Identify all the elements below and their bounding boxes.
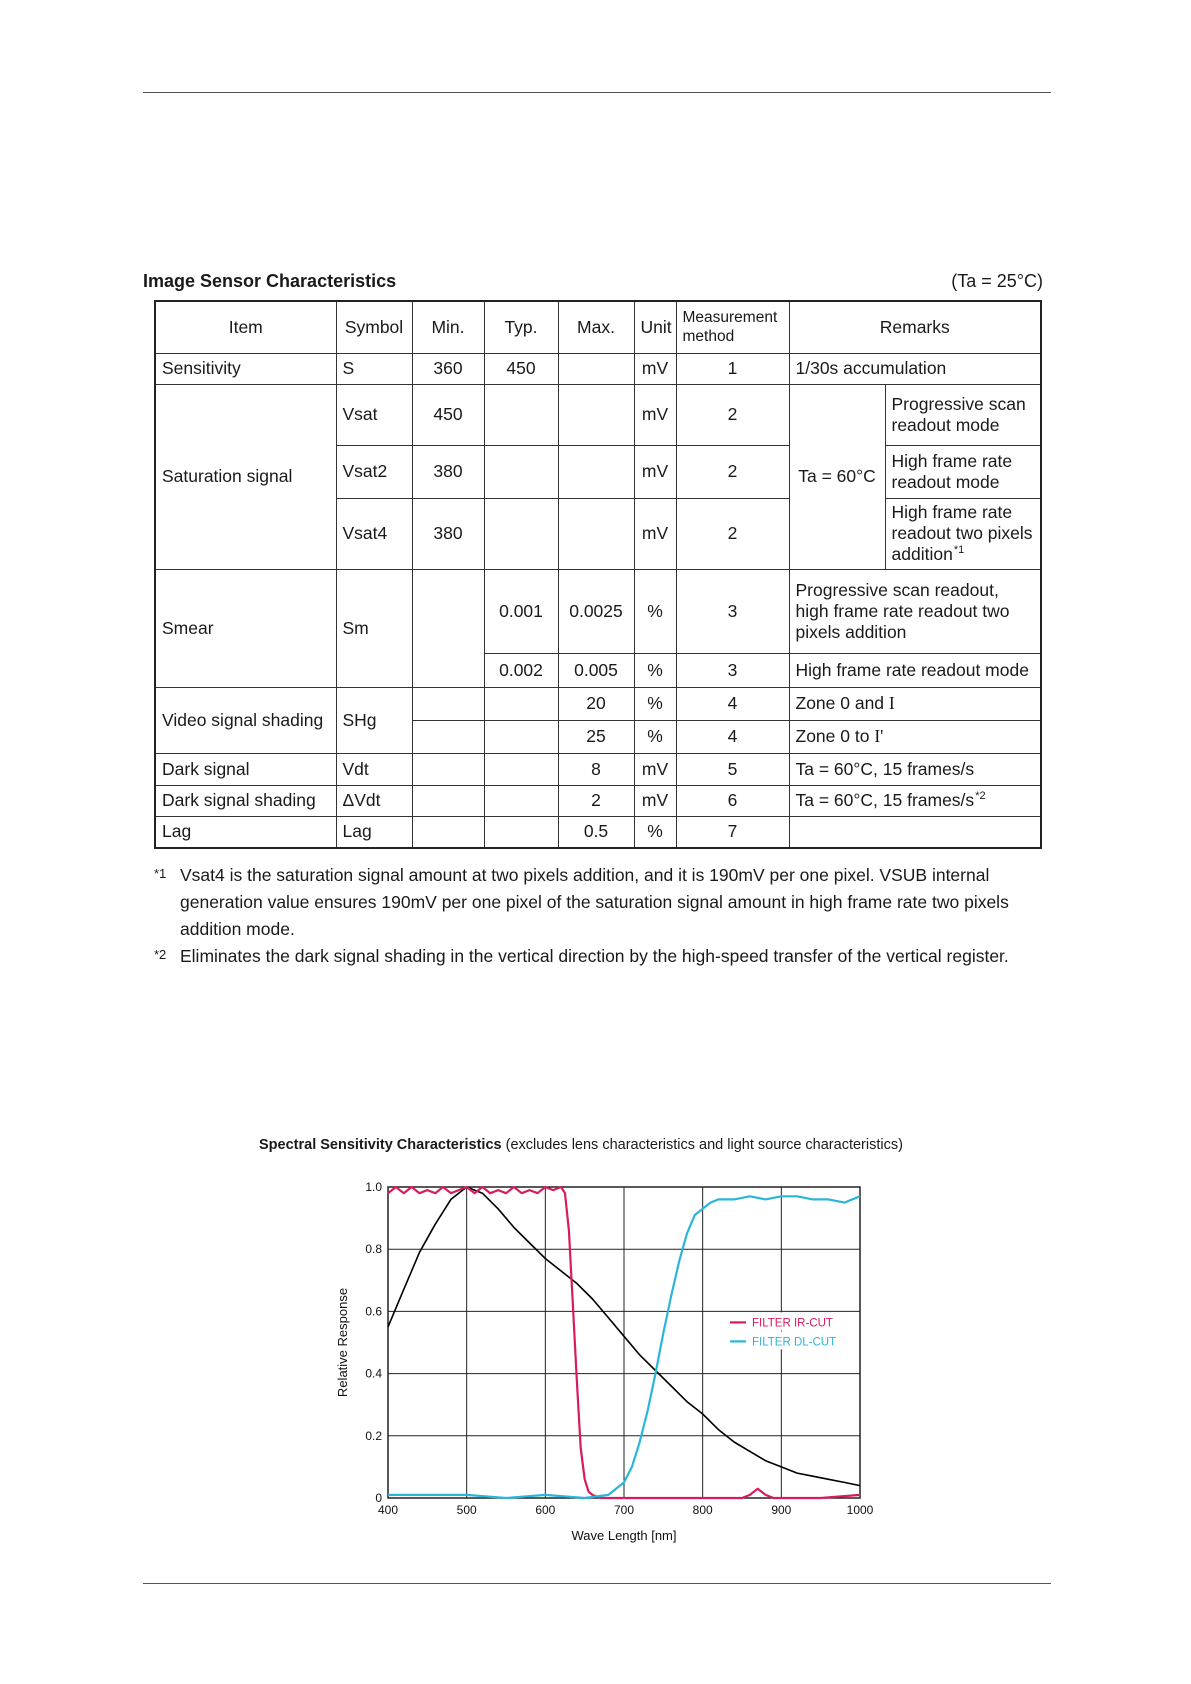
zone-label: I' <box>874 726 884 746</box>
x-tick-label: 400 <box>377 1503 399 1517</box>
cell-typ: 0.001 <box>484 569 558 653</box>
x-axis-label: Wave Length [nm] <box>571 1528 677 1543</box>
table-row <box>155 785 1041 816</box>
cell-min <box>412 720 484 753</box>
cell-method: 3 <box>676 569 789 653</box>
cell-unit: % <box>634 569 676 653</box>
cell-method: 5 <box>676 753 789 785</box>
cell-typ <box>484 384 558 445</box>
footnote-text: Eliminates the dark signal shading in the vertical direction by the high-speed transfer of the vertical register. <box>180 946 1009 966</box>
cell-remarks: Ta = 60°C, 15 frames/s <box>789 753 1041 785</box>
footer-rule <box>143 1583 1051 1584</box>
x-tick-label: 600 <box>535 1503 556 1517</box>
header-method: Measurement method <box>676 301 789 353</box>
cell-max <box>558 353 634 384</box>
header-max: Max. <box>558 301 634 353</box>
cell-unit: mV <box>634 384 676 445</box>
cell-typ: 0.002 <box>484 653 558 687</box>
cell-symbol: S <box>336 353 412 384</box>
cell-typ <box>484 498 558 569</box>
cell-item: Lag <box>155 816 336 848</box>
cell-symbol: Vdt <box>336 753 412 785</box>
footnote-text: Vsat4 is the saturation signal amount at two pixels addition, and it is 190mV per one pixel. VSUB internal generation value ensures 190mV per one pixel of the saturation signal amount in high frame rate two pixels addition mode. <box>180 865 1009 939</box>
header-rule <box>143 92 1051 93</box>
header-typ: Typ. <box>484 301 558 353</box>
cell-symbol: ΔVdt <box>336 785 412 816</box>
cell-method: 4 <box>676 687 789 720</box>
sensor-characteristics-table <box>154 300 1042 849</box>
note-ref-2: *2 <box>975 790 986 803</box>
chart-title-bold: Spectral Sensitivity Characteristics <box>259 1137 502 1153</box>
x-tick-label: 1000 <box>846 1503 874 1517</box>
cell-remarks: Progressive scan readout, high frame rate readout two pixels addition <box>789 569 1041 653</box>
table-row <box>155 353 1041 384</box>
table-row <box>155 384 1041 445</box>
table-condition: (Ta = 25°C) <box>951 271 1043 291</box>
remarks-text: High frame rate readout two pixels addition <box>891 502 1033 564</box>
cell-min: 450 <box>412 384 484 445</box>
cell-unit: mV <box>634 353 676 384</box>
cell-symbol: SHg <box>336 687 412 753</box>
cell-remarks: High frame rate readout mode <box>789 653 1041 687</box>
cell-min <box>412 569 484 687</box>
x-tick-label: 700 <box>613 1503 635 1517</box>
chart-title <box>259 1137 903 1153</box>
table-row <box>155 569 1041 653</box>
cell-method: 6 <box>676 785 789 816</box>
y-tick-label: 0 <box>375 1491 382 1505</box>
cell-condition: Ta = 60°C <box>789 384 885 569</box>
cell-method: 7 <box>676 816 789 848</box>
cell-min: 380 <box>412 445 484 498</box>
cell-max: 0.5 <box>558 816 634 848</box>
cell-method: 2 <box>676 384 789 445</box>
cell-min <box>412 785 484 816</box>
cell-unit: % <box>634 653 676 687</box>
header-unit: Unit <box>634 301 676 353</box>
cell-unit: % <box>634 687 676 720</box>
remarks-text: Ta = 60°C, 15 frames/s <box>795 790 975 810</box>
header-min: Min. <box>412 301 484 353</box>
cell-min <box>412 687 484 720</box>
cell-method: 2 <box>676 445 789 498</box>
y-axis-label: Relative Response <box>335 1287 350 1398</box>
note-ref-1: *1 <box>953 544 965 557</box>
cell-method: 1 <box>676 353 789 384</box>
cell-symbol: Vsat4 <box>336 498 412 569</box>
cell-min: 360 <box>412 353 484 384</box>
x-tick-label: 900 <box>771 1503 792 1517</box>
cell-typ <box>484 785 558 816</box>
cell-remarks <box>885 498 1041 569</box>
footnotes <box>154 862 1044 970</box>
cell-item: Sensitivity <box>155 353 336 384</box>
cell-method: 4 <box>676 720 789 753</box>
cell-typ: 450 <box>484 353 558 384</box>
cell-min <box>412 753 484 785</box>
header-remarks: Remarks <box>789 301 1041 353</box>
cell-item: Smear <box>155 569 336 687</box>
table-row <box>155 753 1041 785</box>
cell-max <box>558 384 634 445</box>
cell-typ <box>484 753 558 785</box>
header-symbol: Symbol <box>336 301 412 353</box>
cell-unit: mV <box>634 445 676 498</box>
table-title: Image Sensor Characteristics <box>143 271 397 291</box>
cell-remarks: Progressive scan readout mode <box>885 384 1041 445</box>
footnote-1 <box>154 862 1044 943</box>
header-row <box>155 301 1041 353</box>
cell-max: 20 <box>558 687 634 720</box>
chart-title-rest: (excludes lens characteristics and light source characteristics) <box>501 1137 903 1153</box>
cell-max: 25 <box>558 720 634 753</box>
footnote-mark: *1 <box>154 866 167 881</box>
legend-label: FILTER IR-CUT <box>752 1317 833 1330</box>
cell-remarks <box>789 785 1041 816</box>
cell-unit: mV <box>634 785 676 816</box>
zone-label: I <box>888 693 895 713</box>
cell-remarks <box>789 720 1041 753</box>
cell-max: 0.005 <box>558 653 634 687</box>
cell-remarks <box>789 816 1041 848</box>
cell-remarks: High frame rate readout mode <box>885 445 1041 498</box>
x-tick-label: 800 <box>692 1503 713 1517</box>
cell-unit: mV <box>634 753 676 785</box>
cell-remarks: 1/30s accumulation <box>789 353 1041 384</box>
header-item: Item <box>155 301 336 353</box>
cell-typ <box>484 687 558 720</box>
cell-unit: % <box>634 816 676 848</box>
cell-typ <box>484 816 558 848</box>
cell-item: Dark signal shading <box>155 785 336 816</box>
cell-method: 2 <box>676 498 789 569</box>
y-tick-label: 0.6 <box>365 1304 382 1319</box>
cell-item: Saturation signal <box>155 384 336 569</box>
cell-symbol: Lag <box>336 816 412 848</box>
cell-max <box>558 445 634 498</box>
cell-symbol: Vsat <box>336 384 412 445</box>
remarks-text: Zone 0 and <box>795 693 889 713</box>
cell-max <box>558 498 634 569</box>
footnote-2 <box>154 943 1044 970</box>
legend-label: FILTER DL-CUT <box>752 1336 837 1349</box>
cell-max: 2 <box>558 785 634 816</box>
y-tick-label: 1.0 <box>365 1180 382 1194</box>
footnote-mark: *2 <box>154 947 167 962</box>
cell-item: Video signal shading <box>155 687 336 753</box>
remarks-text: Zone 0 to <box>795 726 875 746</box>
cell-min: 380 <box>412 498 484 569</box>
cell-unit: mV <box>634 498 676 569</box>
cell-typ <box>484 445 558 498</box>
cell-max: 0.0025 <box>558 569 634 653</box>
y-tick-label: 0.4 <box>365 1366 382 1381</box>
cell-typ <box>484 720 558 753</box>
cell-symbol: Sm <box>336 569 412 687</box>
cell-remarks <box>789 687 1041 720</box>
cell-item: Dark signal <box>155 753 336 785</box>
table-row <box>155 687 1041 720</box>
y-tick-label: 0.8 <box>365 1242 382 1257</box>
cell-max: 8 <box>558 753 634 785</box>
table-row <box>155 816 1041 848</box>
cell-unit: % <box>634 720 676 753</box>
y-tick-label: 0.2 <box>365 1428 382 1443</box>
cell-method: 3 <box>676 653 789 687</box>
cell-symbol: Vsat2 <box>336 445 412 498</box>
x-tick-label: 500 <box>456 1503 477 1517</box>
spectral-sensitivity-chart <box>320 1172 900 1552</box>
cell-min <box>412 816 484 848</box>
